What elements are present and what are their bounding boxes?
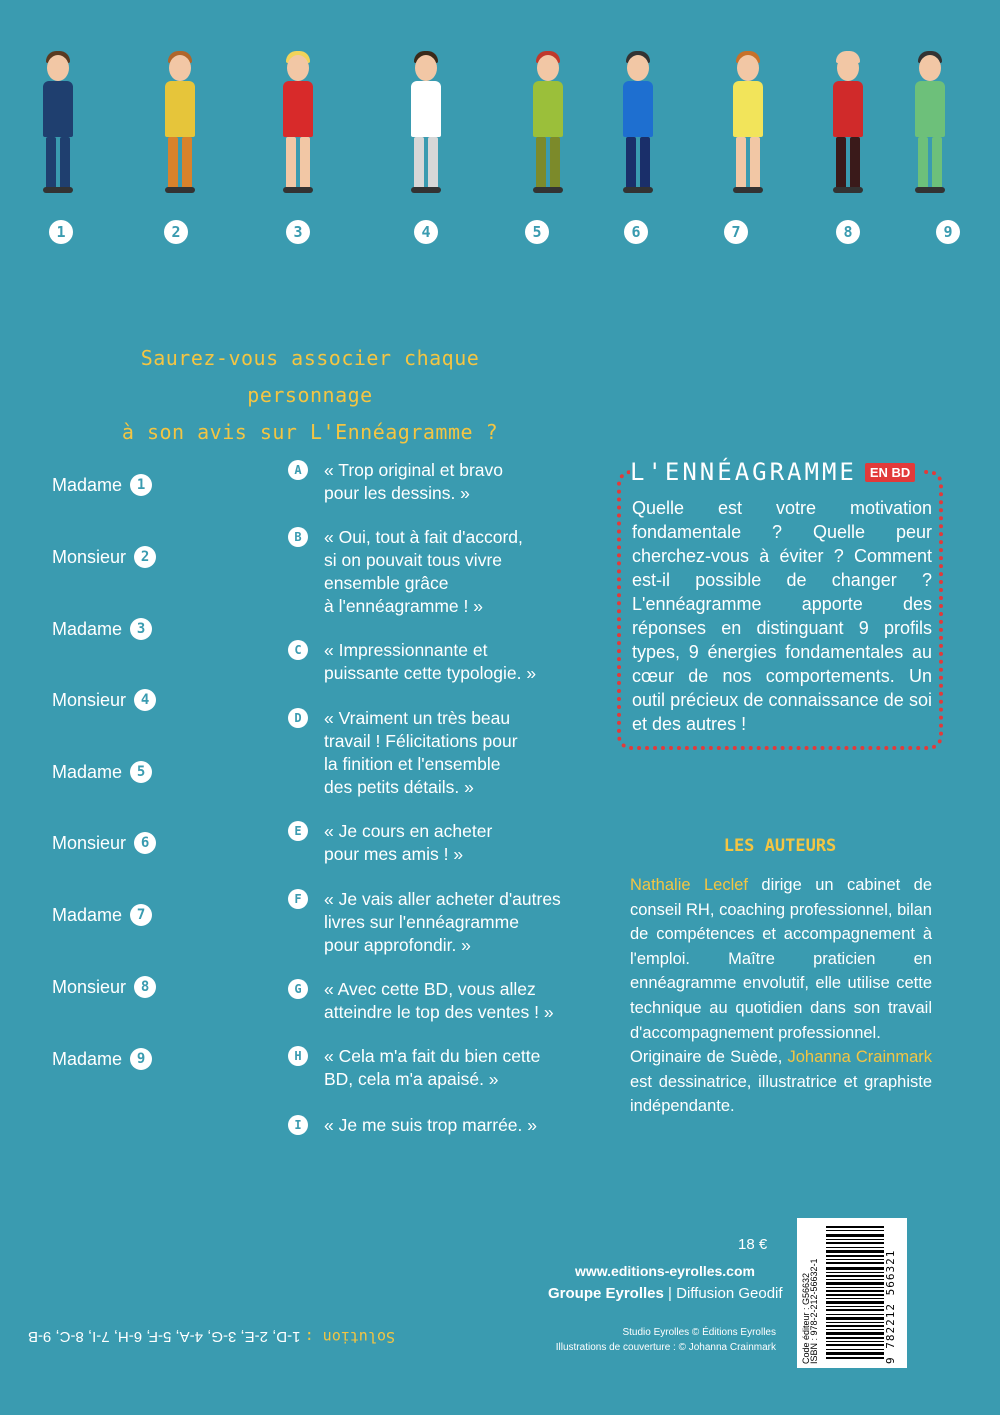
character-5-leg xyxy=(536,137,546,189)
character-3-leg xyxy=(300,137,310,189)
character-number-badge: 8 xyxy=(836,220,860,244)
quote-item xyxy=(288,1045,588,1091)
person-item xyxy=(52,761,152,783)
publisher-group: Groupe Eyrolles xyxy=(548,1285,664,1302)
character-5 xyxy=(518,55,578,195)
character-4 xyxy=(396,55,456,195)
character-6-leg xyxy=(640,137,650,189)
character-3-head xyxy=(287,55,309,81)
book-badge: EN BD xyxy=(865,463,915,482)
quote-text: « Vraiment un très beau travail ! Félicitations pour la finition et l'ensemble des petits détails. » xyxy=(324,708,518,797)
character-2-body xyxy=(165,81,195,137)
character-5-body xyxy=(533,81,563,137)
character-5-head xyxy=(537,55,559,81)
book-title xyxy=(630,458,921,486)
character-8 xyxy=(818,55,878,195)
quote-letter: G xyxy=(288,979,308,999)
character-7-leg xyxy=(736,137,746,189)
character-8-body xyxy=(833,81,863,137)
character-4-leg xyxy=(428,137,438,189)
author-name: Nathalie Leclef xyxy=(630,876,748,894)
character-4-head xyxy=(415,55,437,81)
character-6 xyxy=(608,55,668,195)
person-number: 3 xyxy=(130,618,152,640)
quote-letter: H xyxy=(288,1046,308,1066)
quote-text: « Je vais aller acheter d'autres livres sur l'ennéagramme pour approfondir. » xyxy=(324,889,561,955)
quote-text: « Oui, tout à fait d'accord, si on pouvait tous vivre ensemble grâce à l'ennéagramme ! » xyxy=(324,527,523,616)
quote-item xyxy=(288,978,588,1024)
character-4-body xyxy=(411,81,441,137)
publisher-line xyxy=(548,1285,783,1302)
character-9-leg xyxy=(918,137,928,189)
character-5-leg xyxy=(550,137,560,189)
character-9 xyxy=(900,55,960,195)
credits xyxy=(536,1325,776,1355)
code-editeur: Code éditeur : G56632 xyxy=(801,1272,811,1364)
quote-item xyxy=(288,526,588,618)
quote-text: « Trop original et bravo pour les dessins. » xyxy=(324,460,503,503)
barcode-codes xyxy=(802,1222,818,1364)
question-line: Saurez-vous associer chaque personnage xyxy=(140,346,480,407)
quote-item xyxy=(288,820,588,866)
quote-text: « Cela m'a fait du bien cette BD, cela m'a apaisé. » xyxy=(324,1046,541,1089)
price: 18 € xyxy=(738,1236,768,1253)
author-bio: dirige un cabinet de conseil RH, coaching professionnel, bilan de compétences et accompagnement à l'emploi. Maître praticien en ennéagramme envolutif, elle utilise cette technique au quotidien dans son travail d'accompagnement professionnel. xyxy=(630,876,932,1042)
quote-item xyxy=(288,1114,588,1137)
character-8-head xyxy=(837,55,859,81)
quote-text: « Je cours en acheter pour mes amis ! » xyxy=(324,821,493,864)
credit-line: Studio Eyrolles © Éditions Eyrolles xyxy=(622,1327,776,1338)
quote-letter: B xyxy=(288,527,308,547)
person-label: Monsieur xyxy=(52,976,127,997)
person-number: 7 xyxy=(130,904,152,926)
authors-heading: LES AUTEURS xyxy=(723,836,837,856)
person-item xyxy=(52,546,156,568)
character-8-leg xyxy=(850,137,860,189)
publisher-website: www.editions-eyrolles.com xyxy=(575,1263,755,1279)
character-1-body xyxy=(43,81,73,137)
authors-bio xyxy=(630,873,932,1119)
person-label: Monsieur xyxy=(52,832,127,853)
person-item xyxy=(52,904,152,926)
character-1-head xyxy=(47,55,69,81)
quote-letter: C xyxy=(288,640,308,660)
person-number: 4 xyxy=(134,689,156,711)
person-item xyxy=(52,689,156,711)
quote-text: « Avec cette BD, vous allez atteindre le top des ventes ! » xyxy=(324,979,554,1022)
character-number-badge: 3 xyxy=(286,220,310,244)
person-item xyxy=(52,976,156,998)
character-number-badge: 1 xyxy=(49,220,73,244)
character-1 xyxy=(28,55,88,195)
character-number-badge: 7 xyxy=(724,220,748,244)
character-7-leg xyxy=(750,137,760,189)
quote-item xyxy=(288,639,588,685)
character-8-leg xyxy=(836,137,846,189)
character-9-head xyxy=(919,55,941,81)
character-2 xyxy=(150,55,210,195)
character-9-body xyxy=(915,81,945,137)
character-number-badge: 4 xyxy=(414,220,438,244)
barcode-icon xyxy=(826,1226,884,1360)
character-3 xyxy=(268,55,328,195)
character-6-leg xyxy=(626,137,636,189)
character-number-badge: 5 xyxy=(525,220,549,244)
character-2-leg xyxy=(168,137,178,189)
person-label: Madame xyxy=(52,761,123,782)
book-title-text: L'ENNÉAGRAMME xyxy=(630,458,857,486)
author-name: Johanna Crainmark xyxy=(787,1048,932,1067)
person-label: Madame xyxy=(52,474,123,495)
quote-letter: D xyxy=(288,708,308,728)
person-number: 8 xyxy=(134,976,156,998)
barcode-digits: 9 782212 566321 xyxy=(884,1249,897,1364)
person-number: 5 xyxy=(130,761,152,783)
person-label: Madame xyxy=(52,1048,123,1069)
character-6-body xyxy=(623,81,653,137)
person-number: 6 xyxy=(134,832,156,854)
book-description: Quelle est votre motivation fondamentale ? Quelle peur cherchez-vous à éviter ? Comment est-il possible de changer ? L'ennéagramme apporte des réponses en distinguant 9 profils types, 9 énergies fondamentales au cœur de nos comportements. Un outil précieux de connaissance de soi et des autres ! xyxy=(632,498,932,734)
character-number-badge: 6 xyxy=(624,220,648,244)
quote-item xyxy=(288,459,588,505)
question-line: à son avis sur L'Ennéagramme ? xyxy=(121,420,499,444)
solution-text: 1-D, 2-E, 3-G, 4-A, 5-F, 6-H, 7-I, 8-C, 9-B xyxy=(27,1328,305,1345)
quote-item xyxy=(288,888,588,957)
question-heading xyxy=(100,340,520,451)
quote-letter: A xyxy=(288,460,308,480)
character-3-leg xyxy=(286,137,296,189)
character-1-leg xyxy=(60,137,70,189)
person-label: Madame xyxy=(52,618,123,639)
character-number-badge: 2 xyxy=(164,220,188,244)
quote-letter: F xyxy=(288,889,308,909)
author-bio: est dessinatrice, illustratrice et graphiste indépendante. xyxy=(630,1072,932,1116)
isbn: ISBN : 978-2-212-56632-1 xyxy=(809,1258,819,1364)
quote-text: « Je me suis trop marrée. » xyxy=(324,1115,537,1135)
person-label: Monsieur xyxy=(52,546,127,567)
character-2-head xyxy=(169,55,191,81)
person-item xyxy=(52,474,152,496)
character-4-leg xyxy=(414,137,424,189)
character-6-head xyxy=(627,55,649,81)
solution xyxy=(27,1328,395,1346)
character-number-badge: 9 xyxy=(936,220,960,244)
solution-label: Solution : xyxy=(304,1328,395,1346)
person-item xyxy=(52,1048,152,1070)
distribution: | Diffusion Geodif xyxy=(668,1285,783,1302)
quote-text: « Impressionnante et puissante cette typologie. » xyxy=(324,640,537,683)
character-3-body xyxy=(283,81,313,137)
person-item xyxy=(52,832,156,854)
person-number: 2 xyxy=(134,546,156,568)
character-7-head xyxy=(737,55,759,81)
character-7-body xyxy=(733,81,763,137)
character-2-leg xyxy=(182,137,192,189)
quote-letter: E xyxy=(288,821,308,841)
quote-item xyxy=(288,707,588,799)
author-intro: Originaire de Suède, xyxy=(630,1048,788,1067)
person-label: Monsieur xyxy=(52,689,127,710)
person-item xyxy=(52,618,152,640)
person-number: 1 xyxy=(130,474,152,496)
person-number: 9 xyxy=(130,1048,152,1070)
character-1-leg xyxy=(46,137,56,189)
quote-letter: I xyxy=(288,1115,308,1135)
credit-line: Illustrations de couverture : © Johanna Crainmark xyxy=(555,1342,776,1353)
character-7 xyxy=(718,55,778,195)
person-label: Madame xyxy=(52,904,123,925)
character-9-leg xyxy=(932,137,942,189)
